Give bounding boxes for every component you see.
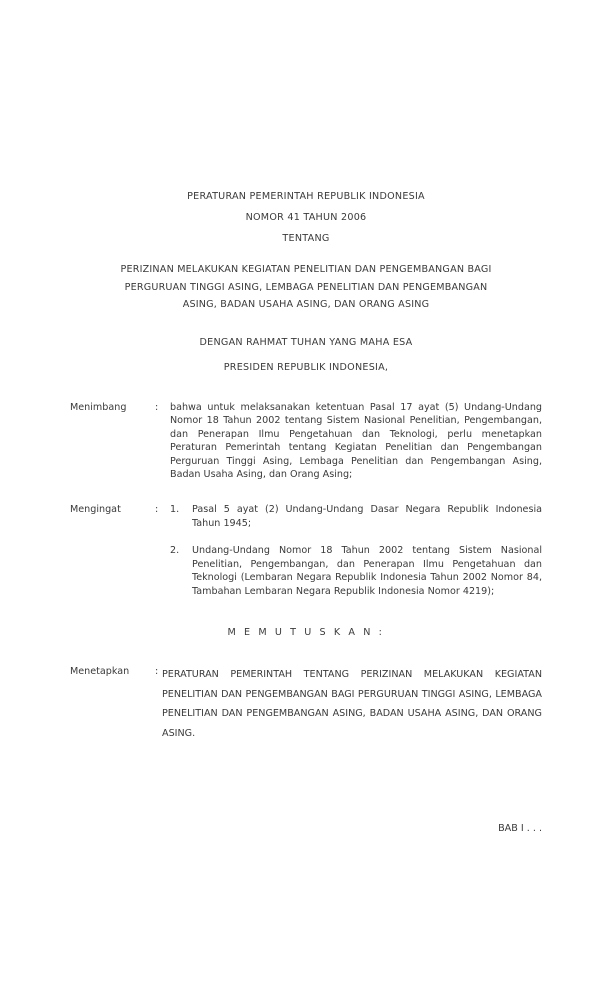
list-item-marker: 1. — [170, 504, 180, 516]
clause-colon-mengingat: : — [155, 504, 159, 516]
invocation-line-blessing: DENGAN RAHMAT TUHAN YANG MAHA ESA — [199, 336, 413, 348]
clause-mengingat — [70, 503, 542, 599]
list-item-marker: 2. — [170, 545, 180, 557]
clause-label-menimbang: Menimbang — [70, 401, 127, 413]
clause-body-menimbang — [170, 401, 542, 483]
title-line-regulation: PERATURAN PEMERINTAH REPUBLIK INDONESIA — [187, 191, 425, 202]
clause-body-menetapkan — [162, 665, 542, 743]
document-content — [70, 186, 542, 743]
clause-label-menetapkan: Menetapkan — [70, 666, 130, 678]
subject-line-1: PERIZINAN MELAKUKAN KEGIATAN PENELITIAN DAN PENGEMBANGAN BAGI — [120, 264, 492, 275]
title-line-number: NOMOR 41 TAHUN 2006 — [245, 212, 367, 223]
clause-label-mengingat: Mengingat — [70, 504, 121, 516]
clause-menimbang — [70, 401, 542, 483]
invocation-line-president: PRESIDEN REPUBLIK INDONESIA, — [223, 361, 389, 373]
clause-body-mengingat — [170, 503, 542, 599]
document-title-block — [70, 186, 542, 249]
menetapkan-paragraph: PERATURAN PEMERINTAH TENTANG PERIZINAN MELAKUKAN KEGIATAN PENELITIAN DAN PENGEMBANGAN BAGI PERGURUAN TINGGI ASING, LEMBAGA PENELITIAN DAN PENGEMBANGAN ASING, BADAN USAHA ASING, DAN ORANG ASING. — [162, 669, 542, 739]
decision-heading: M E M U T U S K A N : — [227, 626, 385, 638]
mengingat-list — [170, 503, 542, 599]
list-item — [170, 503, 542, 530]
subject-line-3: ASING, BADAN USAHA ASING, DAN ORANG ASING — [182, 299, 430, 310]
list-item-text: Undang-Undang Nomor 18 Tahun 2002 tentang Sistem Nasional Penelitian, Pengembangan, dan Penerapan Ilmu Pengetahuan dan Teknologi (Lembaran Negara Republik Indonesia Tahun 2002 Nomor 84, Tambahan Lembaran Negara Republik Indonesia Nomor 4219); — [192, 545, 542, 598]
subject-line-2: PERGURUAN TINGGI ASING, LEMBAGA PENELITIAN DAN PENGEMBANGAN — [124, 281, 488, 293]
clause-colon-menimbang: : — [155, 401, 159, 413]
document-invocation-block — [70, 330, 542, 380]
clause-menetapkan — [70, 665, 542, 743]
list-item-text: Pasal 5 ayat (2) Undang-Undang Dasar Negara Republik Indonesia Tahun 1945; — [192, 504, 542, 529]
list-item — [170, 544, 542, 598]
document-subject-block — [70, 261, 542, 314]
title-line-about: TENTANG — [282, 233, 330, 244]
page-continuation-note: BAB I . . . — [498, 823, 542, 834]
menimbang-paragraph: bahwa untuk melaksanakan ketentuan Pasal 17 ayat (5) Undang-Undang Nomor 18 Tahun 2002 tentang Sistem Nasional Penelitian, Pengembangan, dan Penerapan Ilmu Pengetahuan dan Teknologi, perlu menetapkan Peraturan Pemerintah tentang Kegiatan Penelitian dan Pengembangan Perguruan Tinggi Asing, Lembaga Penelitian dan Pengembangan Asing, Badan Usaha Asing, dan Orang Asing; — [170, 401, 542, 481]
clause-colon-menetapkan: : — [155, 666, 159, 678]
